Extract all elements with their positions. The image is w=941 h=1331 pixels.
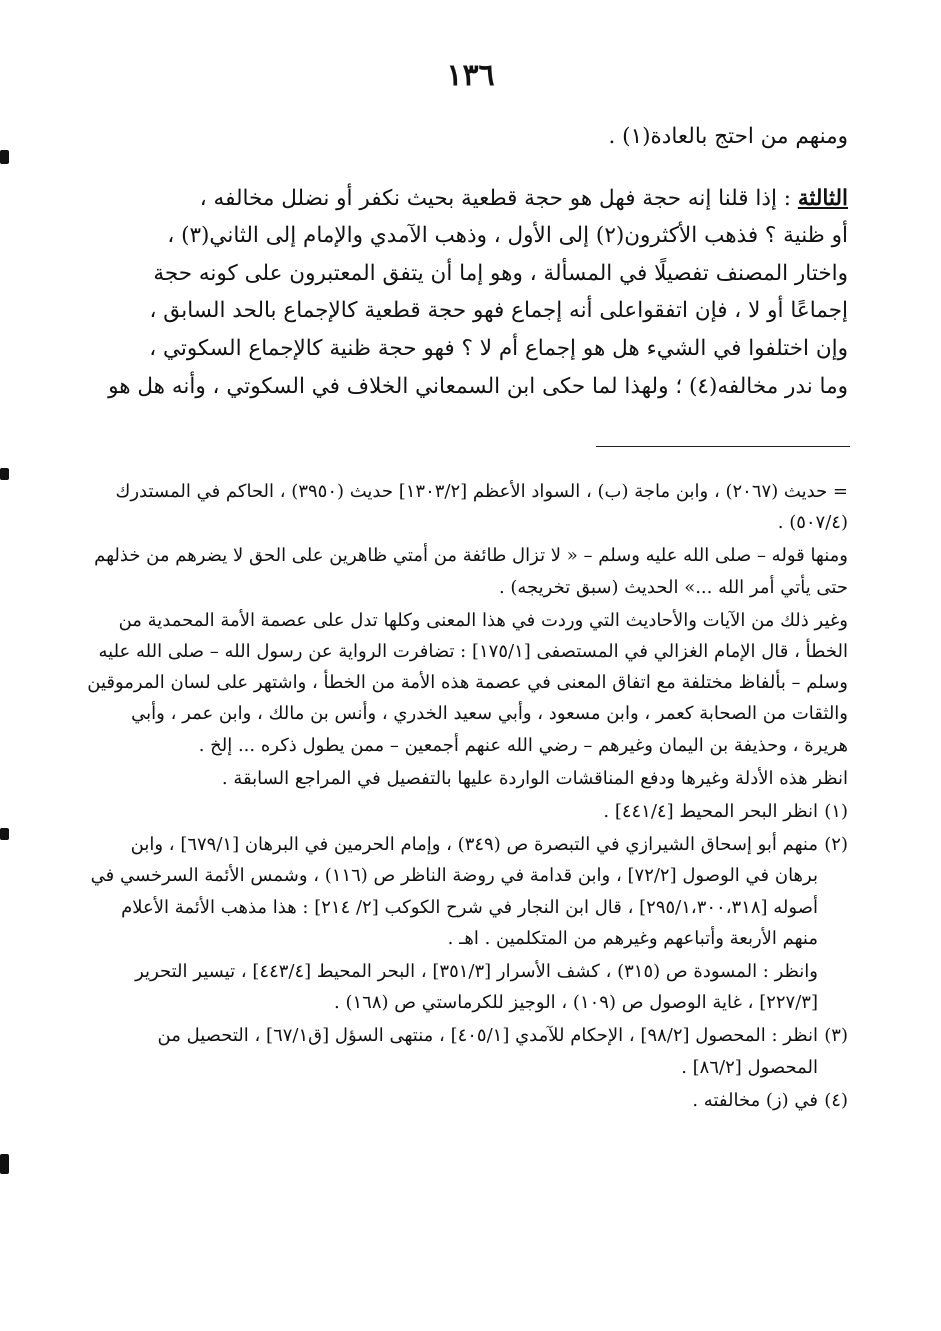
footnote-2 xyxy=(82,829,848,1020)
paragraph-line xyxy=(82,180,848,218)
continuation-note: انظر هذه الأدلة وغيرها ودفع المناقشات الواردة عليها بالتفصيل في المراجع السابقة . xyxy=(221,767,848,789)
paragraph-line: وما ندر مخالفه(٤) ؛ ولهذا لما حكى ابن السمعاني الخلاف في السكوتي ، وأنه هل هو xyxy=(108,373,848,399)
page-number: ١٣٦ xyxy=(446,58,495,93)
paragraph-line: وإن اختلفوا في الشيء هل هو إجماع أم لا ؟ فهو حجة ظنية كالإجماع السكوتي ، xyxy=(149,335,848,361)
margin-mark xyxy=(0,468,9,480)
footnote-number: (٣) xyxy=(824,1025,848,1047)
footnote-number: (٢) xyxy=(824,834,848,856)
footnote-1 xyxy=(82,796,848,829)
margin-mark xyxy=(0,828,9,840)
paragraph-line-text: : إذا قلنا إنه حجة فهل هو حجة قطعية بحيث نكفر أو نضلل مخالفه ، xyxy=(199,185,792,211)
footnote-text: في (ز) مخالفته . xyxy=(692,1089,818,1111)
footnote-3 xyxy=(82,1020,848,1084)
footnotes-section xyxy=(82,476,848,1118)
main-text xyxy=(82,118,848,405)
paragraph-line: أو ظنية ؟ فذهب الأكثرون(٢) إلى الأول ، وذهب الآمدي والإمام إلى الثاني(٣) ، xyxy=(167,223,848,249)
footnote-text: انظر : المحصول [٩٨/٢] ، الإحكام للآمدي [٤٠٥/١] ، منتهى السؤل [ق٦٧/١] ، التحصيل من المحصول [٨٦/٢] . xyxy=(157,1025,818,1078)
footnote-text: انظر البحر المحيط [٤٤١/٤] . xyxy=(603,801,818,823)
paragraph-line: واختار المصنف تفصيلًا في المسألة ، وهو إما أن يتفق المعتبرون على كونه حجة xyxy=(153,260,848,286)
footnote-number: (٤) xyxy=(824,1089,848,1111)
margin-mark xyxy=(0,150,9,164)
continuation-note: وغير ذلك من الآيات والأحاديث التي وردت في هذا المعنى وكلها تدل على عصمة الأمة المحمدية من الخطأ ، قال الإمام الغزالي في المستصفى [١٧٥/١] : تضافرت الرواية عن رسول الله – صلى الله عليه وسلم – بألفاظ مختلفة مع اتفاق المعنى في عصمة هذه الأمة من الخطأ ، واشتهر على لسان المرموقين والثقات من الصحابة كعمر ، وابن مسعود ، وأبي سعيد الخدري ، وأنس بن مالك ، وابن عمر ، وأبي هريرة ، وحذيفة بن اليمان وغيرهم – رضي الله عنهم أجمعين – ممن يطول ذكره ... إلخ . xyxy=(87,609,848,756)
paragraph-heading: الثالثة xyxy=(797,185,848,211)
footnote-text: وانظر : المسودة ص (٣١٥) ، كشف الأسرار [٣٥١/٣] ، البحر المحيط [٤٤٣/٤] ، تيسير التحرير [٢٢٧/٣] ، غاية الوصول ص (١٠٩) ، الوجيز للكرماستي ص (١٦٨) . xyxy=(135,961,818,1014)
margin-mark xyxy=(0,1154,9,1174)
footnote-4 xyxy=(82,1085,848,1118)
continuation-note: = حديث (٢٠٦٧) ، وابن ماجة (ب) ، السواد الأعظم [١٣٠٣/٢] حديث (٣٩٥٠) ، الحاكم في المستدرك (٥٠٧/٤) . xyxy=(115,481,848,534)
continuation-note: ومنها قوله – صلى الله عليه وسلم – « لا تزال طائفة من أمتي ظاهرين على الحق لا يضرهم من خذلهم حتى يأتي أمر الله ...» الحديث (سبق تخريجه) . xyxy=(94,545,848,598)
opening-line: ومنهم من احتج بالعادة(١) . xyxy=(608,124,848,149)
paragraph-line: إجماعًا أو لا ، فإن اتفقواعلى أنه إجماع فهو حجة قطعية كالإجماع بالحد السابق ، xyxy=(149,298,848,324)
footnote-number: (١) xyxy=(824,801,848,823)
footnote-divider xyxy=(596,446,850,447)
footnote-text: منهم أبو إسحاق الشيرازي في التبصرة ص (٣٤٩) ، وإمام الحرمين في البرهان [٦٧٩/١] ، وابن برهان في الوصول [٧٢/٢] ، وابن قدامة في روضة الناظر ص (١١٦) ، وشمس الأئمة السرخسي في أصوله [٢٩٥/١،٣٠٠،٣١٨] ، قال ابن النجار في شرح الكوكب [٢/ ٢١٤] : هذا مذهب الأئمة الأعلام منهم الأربعة وأتباعهم وغيرهم من المتكلمين . اهـ . xyxy=(90,834,818,949)
